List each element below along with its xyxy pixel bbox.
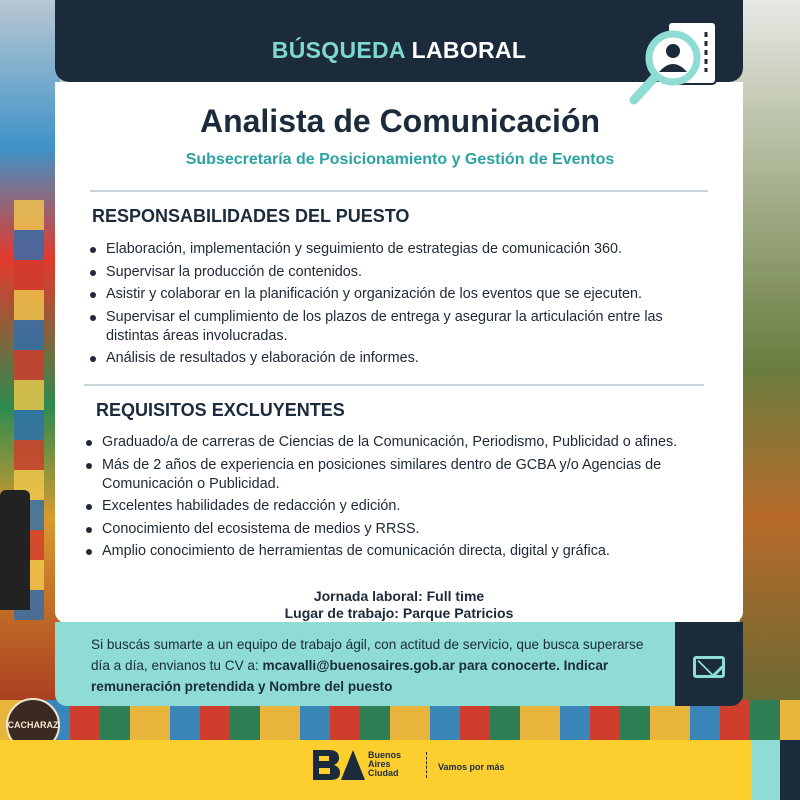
divider bbox=[84, 384, 704, 386]
cacharaz-badge-text: CACHARAZ bbox=[7, 720, 59, 730]
contact-intro: Si buscás sumarte a un equipo de trabajo ágil, con actitud de servicio, que busca superarse día a día, envianos tu CV a: bbox=[91, 637, 644, 673]
footer-accent-teal bbox=[752, 740, 780, 800]
ba-logo-line3: Ciudad bbox=[368, 768, 399, 778]
contact-closing: para conocerte. Indicar remuneración pretendida y Nombre del puesto bbox=[91, 658, 609, 694]
ba-logo bbox=[311, 748, 367, 782]
contact-text bbox=[91, 634, 651, 697]
list-item: Graduado/a de carreras de Ciencias de la Comunicación, Periodismo, Publicidad o afines. bbox=[84, 433, 694, 452]
ba-logo-text bbox=[368, 751, 401, 778]
list-item: Supervisar la producción de contenidos. bbox=[88, 263, 698, 282]
list-item: Asistir y colaborar en la planificación y organización de los eventos que se ejecuten. bbox=[88, 285, 698, 304]
list-item: Supervisar el cumplimiento de los plazos de entrega y asegurar la articulación entre las distintas áreas involucradas. bbox=[88, 308, 698, 346]
mail-icon bbox=[693, 656, 725, 678]
requirements-list bbox=[84, 433, 694, 565]
street-lamp bbox=[0, 490, 30, 610]
footer-accent-dark bbox=[780, 740, 800, 800]
requirements-heading: REQUISITOS EXCLUYENTES bbox=[96, 400, 345, 420]
header-title-accent: BÚSQUEDA bbox=[271, 37, 405, 63]
ba-logo-line2: Aires bbox=[368, 759, 391, 769]
footer-separator bbox=[426, 752, 427, 778]
list-item: Conocimiento del ecosistema de medios y RRSS. bbox=[84, 520, 694, 539]
ba-logo-line1: Buenos bbox=[368, 750, 402, 760]
footer-slogan: Vamos por más bbox=[438, 762, 505, 772]
job-title: Analista de Comunicación bbox=[199, 103, 601, 139]
magnifier-profile-icon bbox=[628, 20, 720, 110]
header-title-rest: LABORAL bbox=[411, 37, 527, 63]
work-location: Lugar de trabajo: Parque Patricios bbox=[284, 605, 514, 621]
list-item: Más de 2 años de experiencia en posiciones similares dentro de GCBA y/o Agencias de Comunicación o Publicidad. bbox=[84, 456, 694, 494]
colorful-street-strip bbox=[0, 700, 800, 740]
divider bbox=[90, 190, 708, 192]
list-item: Excelentes habilidades de redacción y edición. bbox=[84, 497, 694, 516]
list-item: Elaboración, implementación y seguimiento de estrategias de comunicación 360. bbox=[88, 240, 698, 259]
list-item: Amplio conocimiento de herramientas de comunicación directa, digital y gráfica. bbox=[84, 542, 694, 561]
contact-email[interactable]: mcavalli@buenosaires.gob.ar bbox=[262, 658, 455, 673]
responsibilities-heading: RESPONSABILIDADES DEL PUESTO bbox=[92, 206, 410, 226]
work-schedule: Jornada laboral: Full time bbox=[313, 588, 485, 604]
list-item: Análisis de resultados y elaboración de informes. bbox=[88, 349, 698, 368]
job-subtitle: Subsecretaría de Posicionamiento y Gestión de Eventos bbox=[185, 151, 615, 168]
responsibilities-list bbox=[88, 240, 698, 372]
